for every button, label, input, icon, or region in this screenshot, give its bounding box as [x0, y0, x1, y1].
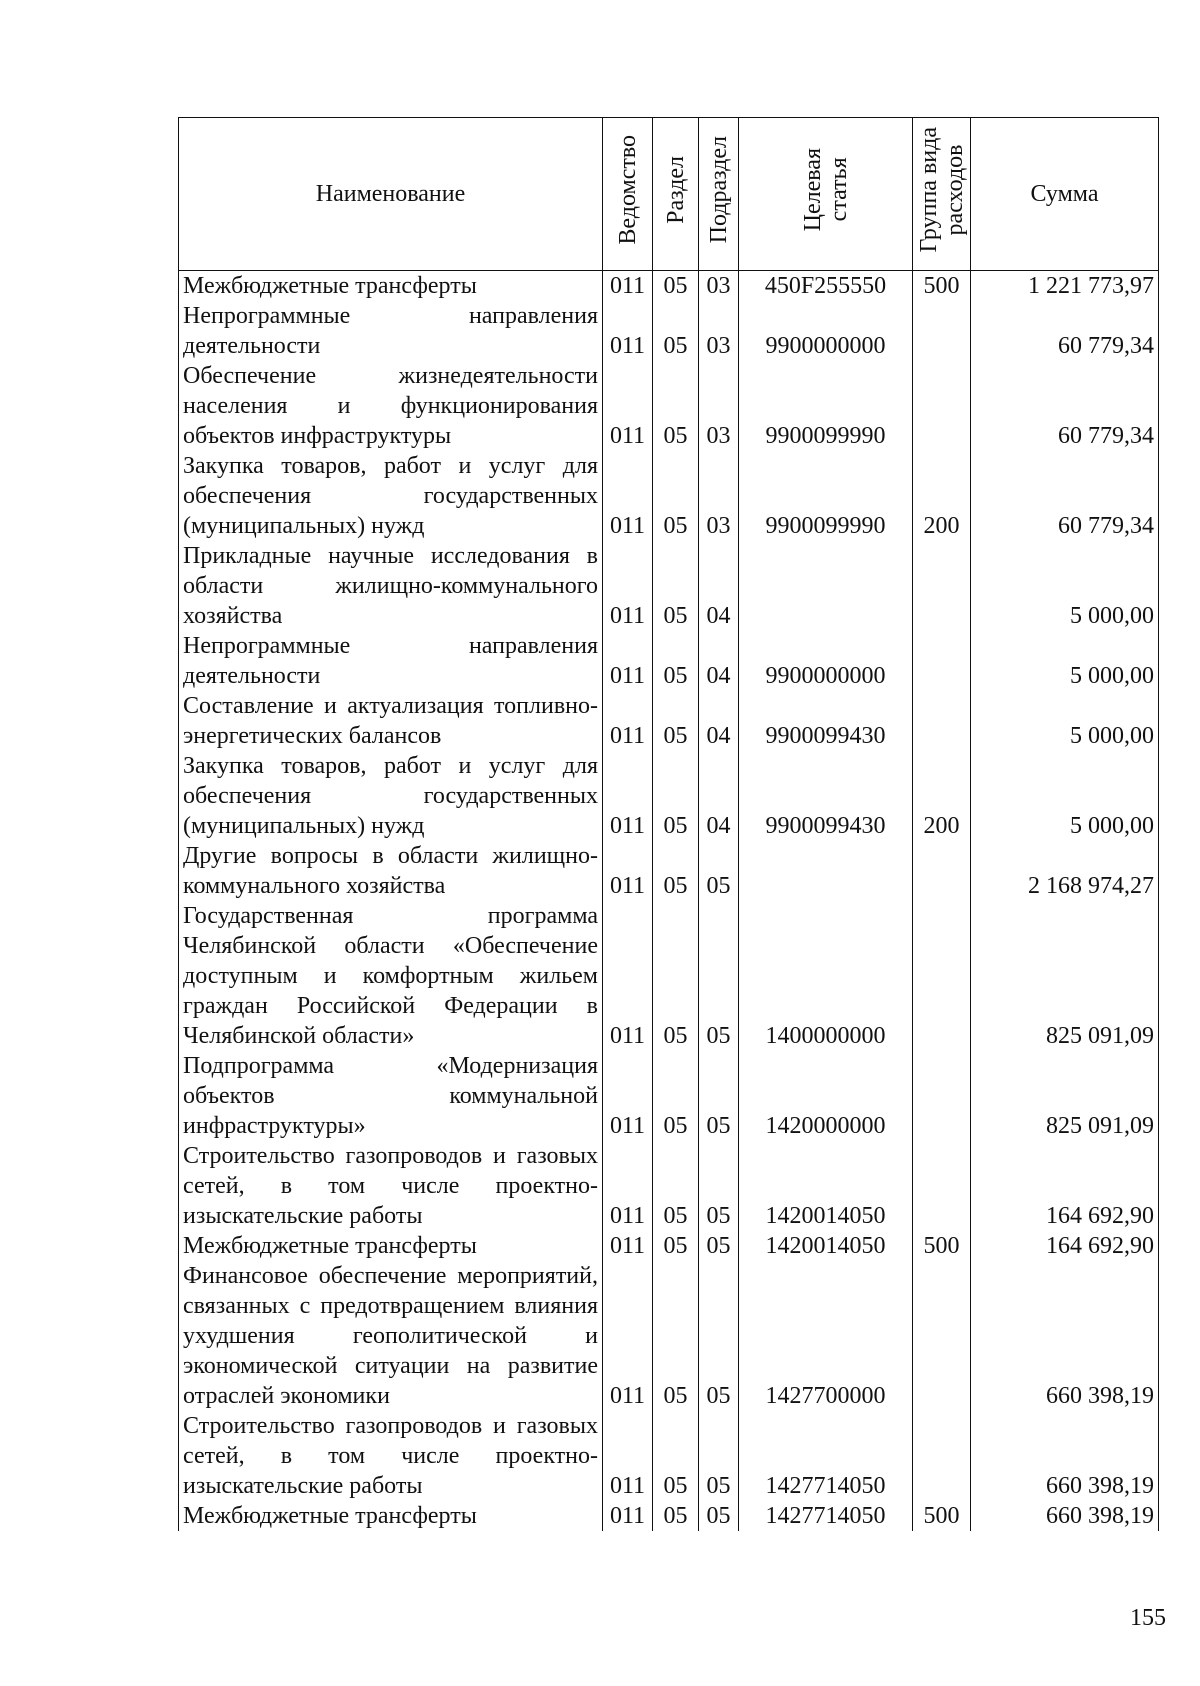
- row-group: [913, 1051, 971, 1141]
- header-group: Группа вида расходов: [913, 118, 971, 271]
- row-razdel: 05: [653, 1261, 699, 1411]
- row-name: Межбюджетные трансферты: [179, 1231, 603, 1261]
- table-row: [179, 271, 1159, 302]
- row-razdel: 05: [653, 901, 699, 1051]
- row-group: [913, 541, 971, 631]
- row-group: [913, 631, 971, 691]
- row-sum: 60 779,34: [971, 361, 1159, 451]
- row-group: 200: [913, 451, 971, 541]
- row-sum: 660 398,19: [971, 1411, 1159, 1501]
- row-target: 9900000000: [739, 631, 913, 691]
- row-name: Закупка товаров, работ и услуг для обеспечения государственных (муниципальных) нужд: [179, 751, 603, 841]
- row-podrazdel: 03: [699, 361, 739, 451]
- row-group: 200: [913, 751, 971, 841]
- row-target: [739, 841, 913, 901]
- header-razdel: Раздел: [653, 118, 699, 271]
- row-group: [913, 1261, 971, 1411]
- row-name: Подпрограмма «Модернизация объектов коммунальной инфраструктуры»: [179, 1051, 603, 1141]
- table-body: [179, 271, 1159, 1532]
- row-vedomstvo: 011: [603, 541, 653, 631]
- row-podrazdel: 05: [699, 1051, 739, 1141]
- row-vedomstvo: 011: [603, 301, 653, 361]
- row-razdel: 05: [653, 751, 699, 841]
- row-name: Финансовое обеспечение мероприятий, связанных с предотвращением влияния ухудшения геополитической и экономической ситуации на развитие отраслей экономики: [179, 1261, 603, 1411]
- table-row: [179, 1051, 1159, 1141]
- row-vedomstvo: 011: [603, 841, 653, 901]
- row-sum: 825 091,09: [971, 1051, 1159, 1141]
- row-podrazdel: 04: [699, 541, 739, 631]
- row-vedomstvo: 011: [603, 751, 653, 841]
- row-target: 9900099990: [739, 451, 913, 541]
- table-row: [179, 1501, 1159, 1531]
- table-row: [179, 841, 1159, 901]
- row-vedomstvo: 011: [603, 631, 653, 691]
- row-target: [739, 541, 913, 631]
- row-vedomstvo: 011: [603, 1261, 653, 1411]
- row-group: 500: [913, 271, 971, 302]
- row-sum: 5 000,00: [971, 751, 1159, 841]
- row-vedomstvo: 011: [603, 901, 653, 1051]
- row-sum: 164 692,90: [971, 1231, 1159, 1261]
- row-name: Государственная программа Челябинской области «Обеспечение доступным и комфортным жильем граждан Российской Федерации в Челябинской области»: [179, 901, 603, 1051]
- table-row: [179, 1261, 1159, 1411]
- row-sum: 660 398,19: [971, 1501, 1159, 1531]
- table-row: [179, 631, 1159, 691]
- row-name: Составление и актуализация топливно-энергетических балансов: [179, 691, 603, 751]
- table-row: [179, 901, 1159, 1051]
- row-target: 1427714050: [739, 1411, 913, 1501]
- row-group: [913, 1141, 971, 1231]
- row-podrazdel: 03: [699, 271, 739, 302]
- row-vedomstvo: 011: [603, 1501, 653, 1531]
- row-razdel: 05: [653, 1411, 699, 1501]
- row-target: 9900000000: [739, 301, 913, 361]
- row-podrazdel: 04: [699, 691, 739, 751]
- table-row: [179, 751, 1159, 841]
- page-number: 155: [1130, 1605, 1166, 1631]
- row-podrazdel: 05: [699, 1261, 739, 1411]
- row-name: Закупка товаров, работ и услуг для обеспечения государственных (муниципальных) нужд: [179, 451, 603, 541]
- header-name: Наименование: [179, 118, 603, 271]
- table-header-row: [179, 118, 1159, 271]
- row-group: [913, 901, 971, 1051]
- row-podrazdel: 05: [699, 1411, 739, 1501]
- table-row: [179, 691, 1159, 751]
- row-group: [913, 691, 971, 751]
- table-row: [179, 301, 1159, 361]
- row-razdel: 05: [653, 841, 699, 901]
- row-podrazdel: 05: [699, 1141, 739, 1231]
- row-name: Межбюджетные трансферты: [179, 1501, 603, 1531]
- row-name: Обеспечение жизнедеятельности населения и функционирования объектов инфраструктуры: [179, 361, 603, 451]
- row-target: 1400000000: [739, 901, 913, 1051]
- row-razdel: 05: [653, 301, 699, 361]
- row-sum: 5 000,00: [971, 691, 1159, 751]
- row-razdel: 05: [653, 271, 699, 302]
- row-sum: 1 221 773,97: [971, 271, 1159, 302]
- header-sum: Сумма: [971, 118, 1159, 271]
- row-name: Межбюджетные трансферты: [179, 271, 603, 302]
- row-sum: 5 000,00: [971, 541, 1159, 631]
- row-podrazdel: 05: [699, 901, 739, 1051]
- row-name: Строительство газопроводов и газовых сетей, в том числе проектно-изыскательские работы: [179, 1141, 603, 1231]
- row-sum: 825 091,09: [971, 901, 1159, 1051]
- row-razdel: 05: [653, 451, 699, 541]
- row-razdel: 05: [653, 1141, 699, 1231]
- row-vedomstvo: 011: [603, 271, 653, 302]
- row-group: [913, 1411, 971, 1501]
- row-name: Другие вопросы в области жилищно-коммунального хозяйства: [179, 841, 603, 901]
- row-podrazdel: 05: [699, 1501, 739, 1531]
- row-name: Прикладные научные исследования в области жилищно-коммунального хозяйства: [179, 541, 603, 631]
- row-group: 500: [913, 1501, 971, 1531]
- header-podrazdel: Подраздел: [699, 118, 739, 271]
- row-podrazdel: 03: [699, 301, 739, 361]
- table-row: [179, 1231, 1159, 1261]
- table-row: [179, 1411, 1159, 1501]
- row-razdel: 05: [653, 1501, 699, 1531]
- row-vedomstvo: 011: [603, 691, 653, 751]
- row-vedomstvo: 011: [603, 451, 653, 541]
- row-target: 1420014050: [739, 1231, 913, 1261]
- row-group: 500: [913, 1231, 971, 1261]
- row-razdel: 05: [653, 1231, 699, 1261]
- row-name: Строительство газопроводов и газовых сетей, в том числе проектно-изыскательские работы: [179, 1411, 603, 1501]
- row-podrazdel: 04: [699, 751, 739, 841]
- table-row: [179, 361, 1159, 451]
- row-target: 450F255550: [739, 271, 913, 302]
- row-sum: 60 779,34: [971, 301, 1159, 361]
- row-vedomstvo: 011: [603, 1141, 653, 1231]
- row-podrazdel: 04: [699, 631, 739, 691]
- row-target: 1420014050: [739, 1141, 913, 1231]
- row-razdel: 05: [653, 691, 699, 751]
- row-name: Непрограммные направления деятельности: [179, 631, 603, 691]
- row-podrazdel: 05: [699, 1231, 739, 1261]
- row-target: 1420000000: [739, 1051, 913, 1141]
- row-razdel: 05: [653, 541, 699, 631]
- row-target: 1427714050: [739, 1501, 913, 1531]
- row-razdel: 05: [653, 361, 699, 451]
- table-row: [179, 1141, 1159, 1231]
- row-name: Непрограммные направления деятельности: [179, 301, 603, 361]
- row-sum: 660 398,19: [971, 1261, 1159, 1411]
- row-target: 9900099430: [739, 691, 913, 751]
- row-group: [913, 301, 971, 361]
- row-group: [913, 361, 971, 451]
- row-vedomstvo: 011: [603, 1231, 653, 1261]
- header-target: Целевая статья: [739, 118, 913, 271]
- table-row: [179, 541, 1159, 631]
- row-vedomstvo: 011: [603, 1411, 653, 1501]
- table-row: [179, 451, 1159, 541]
- row-sum: 60 779,34: [971, 451, 1159, 541]
- row-target: 9900099990: [739, 361, 913, 451]
- budget-table: [178, 117, 1159, 1531]
- row-razdel: 05: [653, 1051, 699, 1141]
- row-target: 9900099430: [739, 751, 913, 841]
- row-target: 1427700000: [739, 1261, 913, 1411]
- row-vedomstvo: 011: [603, 361, 653, 451]
- row-sum: 5 000,00: [971, 631, 1159, 691]
- row-podrazdel: 05: [699, 841, 739, 901]
- row-podrazdel: 03: [699, 451, 739, 541]
- row-group: [913, 841, 971, 901]
- row-razdel: 05: [653, 631, 699, 691]
- row-vedomstvo: 011: [603, 1051, 653, 1141]
- row-sum: 164 692,90: [971, 1141, 1159, 1231]
- header-vedomstvo: Ведомство: [603, 118, 653, 271]
- row-sum: 2 168 974,27: [971, 841, 1159, 901]
